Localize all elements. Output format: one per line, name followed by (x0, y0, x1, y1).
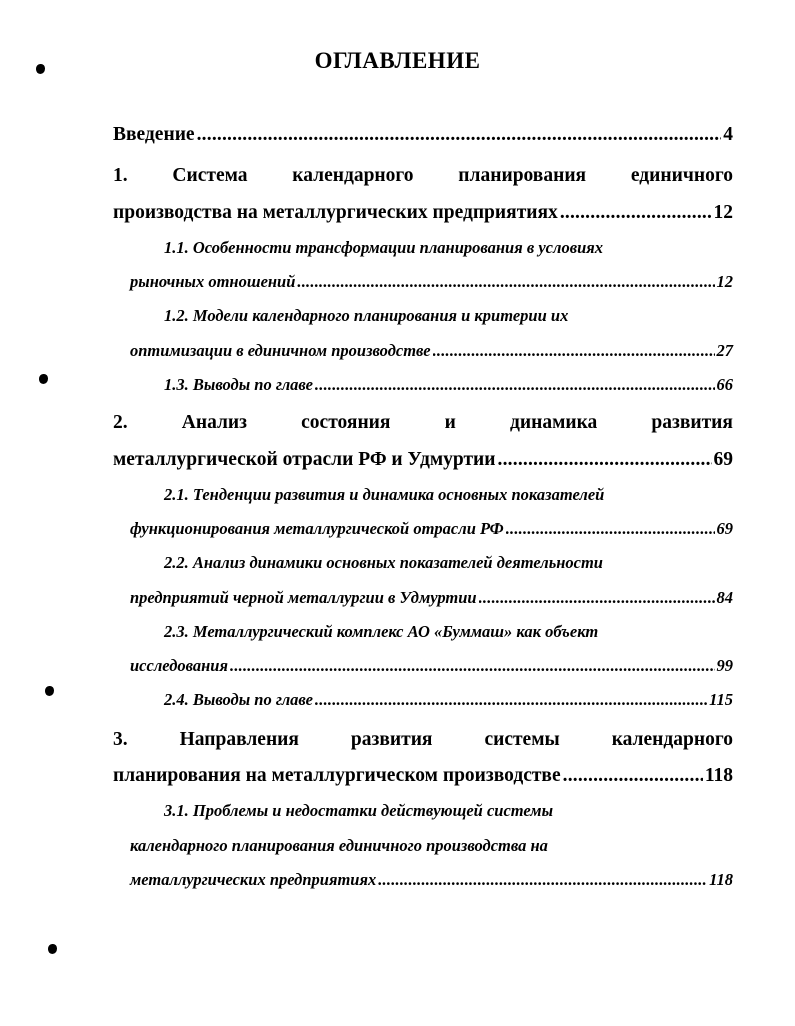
toc-section-title: 1.3. Выводы по главе (164, 375, 313, 394)
toc-page-number: 69 (713, 449, 733, 470)
toc-page-number: 115 (709, 690, 733, 709)
toc-page-number: 27 (716, 341, 733, 360)
toc-page-number: 66 (716, 375, 733, 394)
toc-page-number: 118 (709, 870, 733, 889)
toc-leader (315, 377, 715, 394)
toc-leader (297, 274, 714, 291)
chapter-word: динамика (509, 412, 598, 433)
toc-page-number: 69 (716, 519, 733, 538)
toc-chapter-2-heading (113, 413, 733, 433)
chapter-word: и (444, 412, 456, 433)
toc-page-number: 12 (716, 272, 733, 291)
chapter-word: Система (172, 165, 248, 186)
toc-leader (433, 343, 715, 360)
toc-section-title: календарного планирования единичного производства на (130, 836, 548, 855)
scan-speck (48, 944, 57, 954)
toc-section-title: 2.3. Металлургический комплекс АО «Буммаш» как объект (164, 622, 599, 641)
toc-leader (479, 590, 715, 607)
chapter-word: планирования (458, 165, 587, 186)
chapter-word: системы (484, 729, 560, 750)
toc-chapter-3-heading (113, 730, 733, 750)
toc-section-1-2-line2 (130, 343, 733, 360)
chapter-word: развития (350, 729, 433, 750)
toc-leader (498, 450, 712, 470)
chapter-word: календарного (611, 729, 733, 750)
chapter-word: единичного (630, 165, 733, 186)
toc-chapter-3-cont (113, 766, 733, 786)
chapter-word: Анализ (181, 412, 248, 433)
toc-section-2-2-line2 (130, 590, 733, 607)
toc-section-3-1-line1b (130, 838, 730, 855)
toc-section-2-3-line2 (130, 658, 733, 675)
chapter-word: состояния (301, 412, 391, 433)
toc-chapter-2-cont (113, 450, 733, 470)
toc-entry-label: Введение (113, 124, 195, 145)
toc-section-2-3-line1 (164, 624, 724, 641)
chapter-number: 3. (113, 729, 128, 750)
toc-section-1-2-line1 (164, 308, 724, 325)
toc-page-number: 4 (723, 124, 733, 145)
toc-entry-intro (113, 125, 733, 145)
toc-leader (560, 203, 712, 223)
page-title: ОГЛАВЛЕНИЕ (314, 48, 481, 73)
scan-speck (39, 374, 48, 384)
toc-leader (315, 692, 707, 709)
toc-page-number: 118 (704, 765, 733, 786)
toc-section-title: 1.2. Модели календарного планирования и критерии их (164, 306, 569, 325)
toc-section-title: 2.4. Выводы по главе (164, 690, 313, 709)
chapter-number: 1. (113, 165, 128, 186)
toc-section-1-1-line2 (130, 274, 733, 291)
toc-leader (378, 872, 707, 889)
toc-chapter-1-cont (113, 203, 733, 223)
toc-section-2-1-line2 (130, 521, 733, 538)
toc-page-number: 12 (713, 202, 733, 223)
toc-section-title: функционирования металлургической отрасли РФ (130, 519, 504, 538)
toc-section-title: металлургических предприятиях (130, 870, 377, 889)
toc-entry-label: планирования на металлургическом производстве (113, 765, 561, 786)
toc-entry-label: металлургической отрасли РФ и Удмуртии (113, 449, 496, 470)
toc-section-title: 2.2. Анализ динамики основных показателей деятельности (164, 553, 603, 572)
toc-section-3-1-line2 (130, 872, 733, 889)
toc-leader (197, 125, 722, 145)
toc-section-1-3 (164, 377, 733, 394)
toc-section-2-2-line1 (164, 555, 724, 572)
toc-section-title: рыночных отношений (130, 272, 296, 291)
toc-section-2-4 (164, 692, 733, 709)
toc-section-1-1-line1 (164, 240, 724, 257)
toc-section-title: оптимизации в единичном производстве (130, 341, 431, 360)
toc-leader (506, 521, 715, 538)
toc-page-number: 84 (716, 588, 733, 607)
toc-section-2-1-line1 (164, 487, 733, 504)
toc-section-3-1-line1 (164, 803, 724, 820)
toc-page-number: 99 (716, 656, 733, 675)
toc-section-title: 3.1. Проблемы и недостатки действующей системы (164, 801, 554, 820)
toc-leader (230, 658, 715, 675)
toc-section-title: 2.1. Тенденции развития и динамика основных показателей (164, 485, 605, 504)
chapter-word: развития (651, 412, 733, 433)
chapter-word: Направления (179, 729, 299, 750)
toc-leader (563, 766, 703, 786)
chapter-number: 2. (113, 412, 128, 433)
toc-section-title: предприятий черной металлургии в Удмуртии (130, 588, 477, 607)
toc-chapter-1-heading (113, 166, 733, 186)
toc-entry-label: производства на металлургических предприятиях (113, 202, 558, 223)
scan-speck (45, 686, 54, 696)
toc-section-title: исследования (130, 656, 228, 675)
toc-section-title: 1.1. Особенности трансформации планирования в условиях (164, 238, 604, 257)
chapter-word: календарного (292, 165, 414, 186)
